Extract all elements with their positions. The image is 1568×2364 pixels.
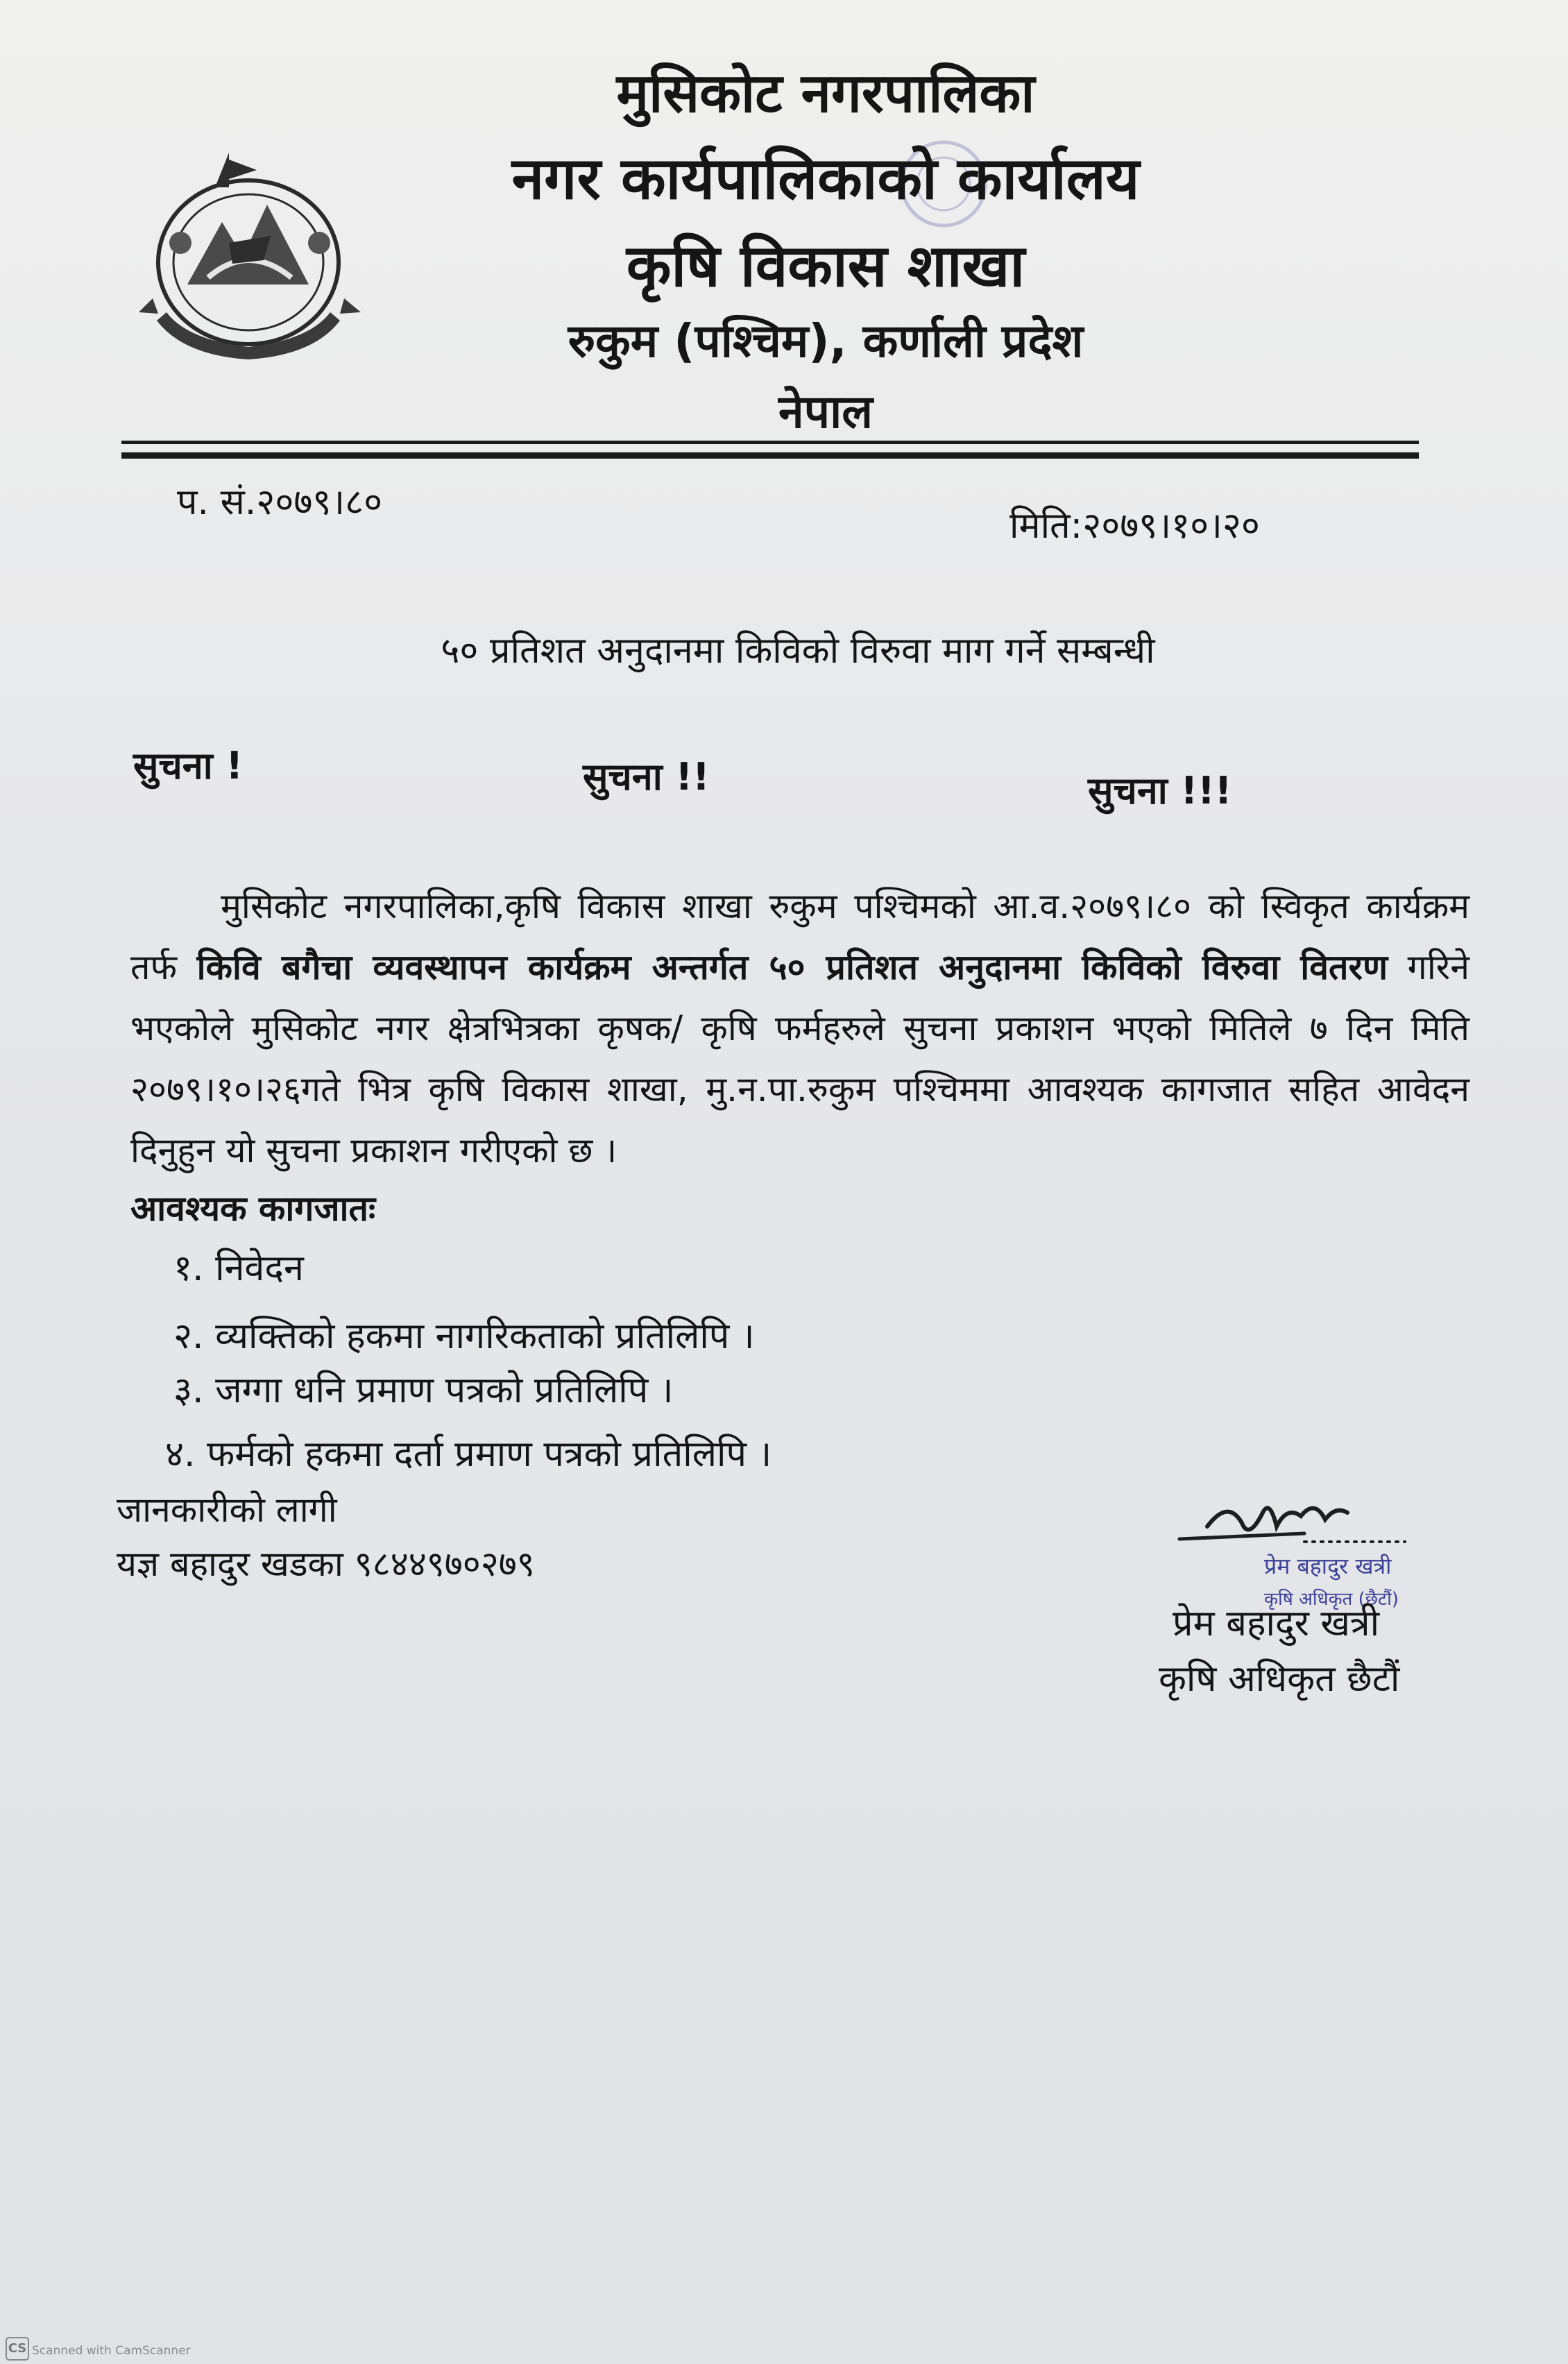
- body-text-bold: किवि बगैचा व्यवस्थापन कार्यक्रम अन्तर्गत ५० प्रतिशत अनुदानमा किविको विरुवा वितरण: [196, 947, 1388, 987]
- document-item: ४. फर्मको हकमा दर्ता प्रमाण पत्रको प्रतिलिपि ।: [165, 1434, 772, 1475]
- letter-date: मिति:२०७९।१०।२०: [1009, 505, 1260, 547]
- handwritten-signature-icon: [1166, 1485, 1415, 1561]
- header-divider-thin: [121, 441, 1419, 444]
- body-text-2: गरिने भएकोले मुसिकोट नगर क्षेत्रभित्रका कृषक/ कृषि फर्महरुले सुचना प्रकाशन भएको मितिले ७ दिन मिति २०७९।१०।२६गते भित्र कृषि विकास शाखा, मु.न.पा.रुकुम पश्चिममा आवश्यक कागजात सहित आवेदन दिनुहुन यो सुचना प्रकाशन गरीएको छ ।: [130, 947, 1469, 1171]
- body-text-1: मुसिकोट नगरपालिका,कृषि विकास शाखा रुकुम पश्चिमको आ.व.२०७९।८० को स्विकृत कार्यक्रम तर्फ: [130, 886, 1469, 987]
- header-country: नेपाल: [778, 385, 873, 439]
- document-item: २. व्यक्तिको हकमा नागरिकताको प्रतिलिपि ।: [173, 1316, 755, 1357]
- info-label: जानकारीको लागी: [117, 1490, 337, 1530]
- signer-name: प्रेम बहादुर खत्री: [1173, 1603, 1380, 1644]
- notice-heading-1: सुचना !: [133, 744, 244, 788]
- notice-heading-2: सुचना !!: [583, 755, 710, 799]
- reference-number: प. सं.२०७९।८०: [177, 482, 383, 523]
- document-item: ३. जग्गा धनि प्रमाण पत्रको प्रतिलिपि ।: [173, 1370, 674, 1411]
- required-documents-title: आवश्यक कागजातः: [130, 1189, 376, 1229]
- stamp-name: प्रेम बहादुर खत्री: [1264, 1553, 1392, 1579]
- header-branch: कृषि विकास शाखा: [626, 232, 1025, 300]
- stamp-title: कृषि अधिकृत (छैटौं): [1264, 1589, 1399, 1610]
- info-contact: यज्ञ बहादुर खडका ९८४४९७०२७९: [117, 1544, 535, 1584]
- camscanner-logo-icon: CS: [6, 2337, 29, 2361]
- header-office: नगर कार्यपालिकाको कार्यालय: [511, 144, 1140, 212]
- header-municipality: मुसिकोट नगरपालिका: [616, 62, 1035, 125]
- header-divider-thick: [121, 452, 1419, 459]
- scanner-watermark: Scanned with CamScanner: [32, 2344, 191, 2358]
- signer-title: कृषि अधिकृत छैटौं: [1159, 1658, 1400, 1700]
- letter-subject: ५० प्रतिशत अनुदानमा किविको विरुवा माग गर्ने सम्बन्धी: [441, 630, 1155, 672]
- document-item: १. निवेदन: [173, 1248, 304, 1289]
- notice-heading-3: सुचना !!!: [1088, 769, 1232, 813]
- notice-body: [130, 876, 1469, 1181]
- header-district: रुकुम (पश्चिम), कर्णाली प्रदेश: [568, 314, 1084, 368]
